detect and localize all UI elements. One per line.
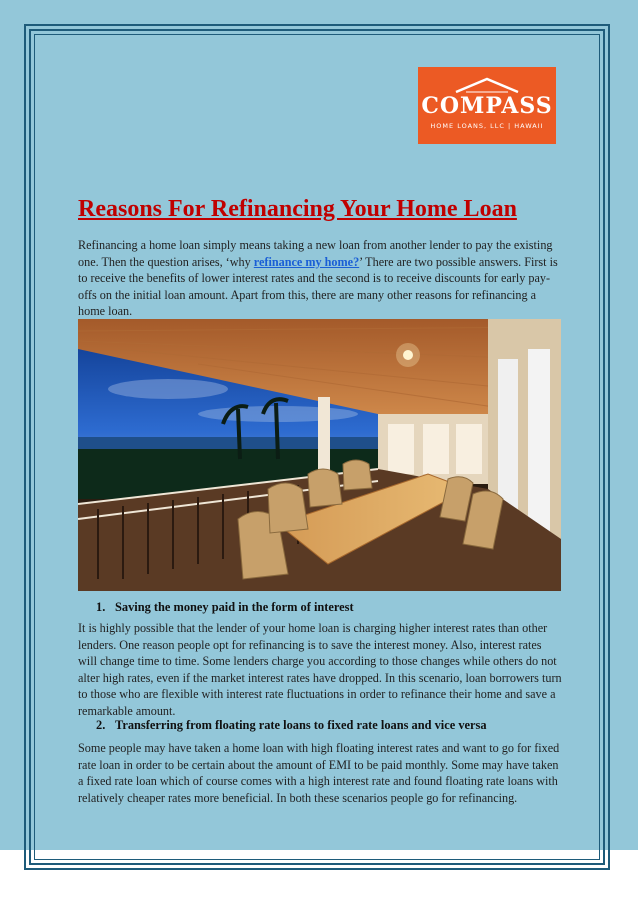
section-1-heading-text: Saving the money paid in the form of interest (115, 600, 354, 614)
section-1-heading (96, 600, 354, 615)
lanai-dining-photo (78, 319, 561, 591)
lanai-illustration (78, 319, 561, 591)
refinance-my-home-link[interactable]: refinance my home? (253, 254, 360, 269)
intro-text-start: Refinancing a home loan simply means taking a new loan from another lender to pay the existing one. Then the question arises, ‘why (78, 238, 553, 269)
section-2-body: Some people may have taken a home loan with high floating interest rates and want to go for fixed rate loan in order to be certain about the amount of EMI to be paid monthly. Some may have taken a fixed rate loan which of course comes with a high interest rate and found floating rate loans with relatively cheaper rates more beneficial. In both these scenarios people go for refinancing. (78, 741, 560, 805)
section-2-heading (96, 718, 487, 733)
section-2-heading-text: Transferring from floating rate loans to fixed rate loans and vice versa (115, 718, 487, 732)
roof-icon (454, 76, 520, 94)
section-1-number: 1. (96, 600, 106, 614)
intro-paragraph (78, 237, 563, 320)
intro-text-end: ’ There are two possible answers. First is to receive the benefits of lower interest rates and the second is to receive discounts for early pay-offs on the initial loan amount. Apart from this, there are many other reasons for refinancing a home loan. (78, 254, 558, 319)
compass-logo (418, 67, 556, 144)
section-2-number: 2. (96, 718, 106, 732)
logo-subtitle: HOME LOANS, LLC | HAWAII (430, 122, 544, 130)
logo-wordmark: COMPASS (421, 93, 553, 119)
section-1-body: It is highly possible that the lender of your home loan is charging higher interest rates than other lenders. One reason people opt for refinancing is to save the interest money. Also, interest rates will change time to time. Some lenders charge you according to those changes while others do not alter high rates, even if the market interest rates have dropped. In this scenario, loan borrowers turn to those who are flexible with interest rate fluctuations in order to refinance their home and save a remarkable amount. (78, 621, 562, 718)
article-title: Reasons For Refinancing Your Home Loan (78, 196, 517, 222)
